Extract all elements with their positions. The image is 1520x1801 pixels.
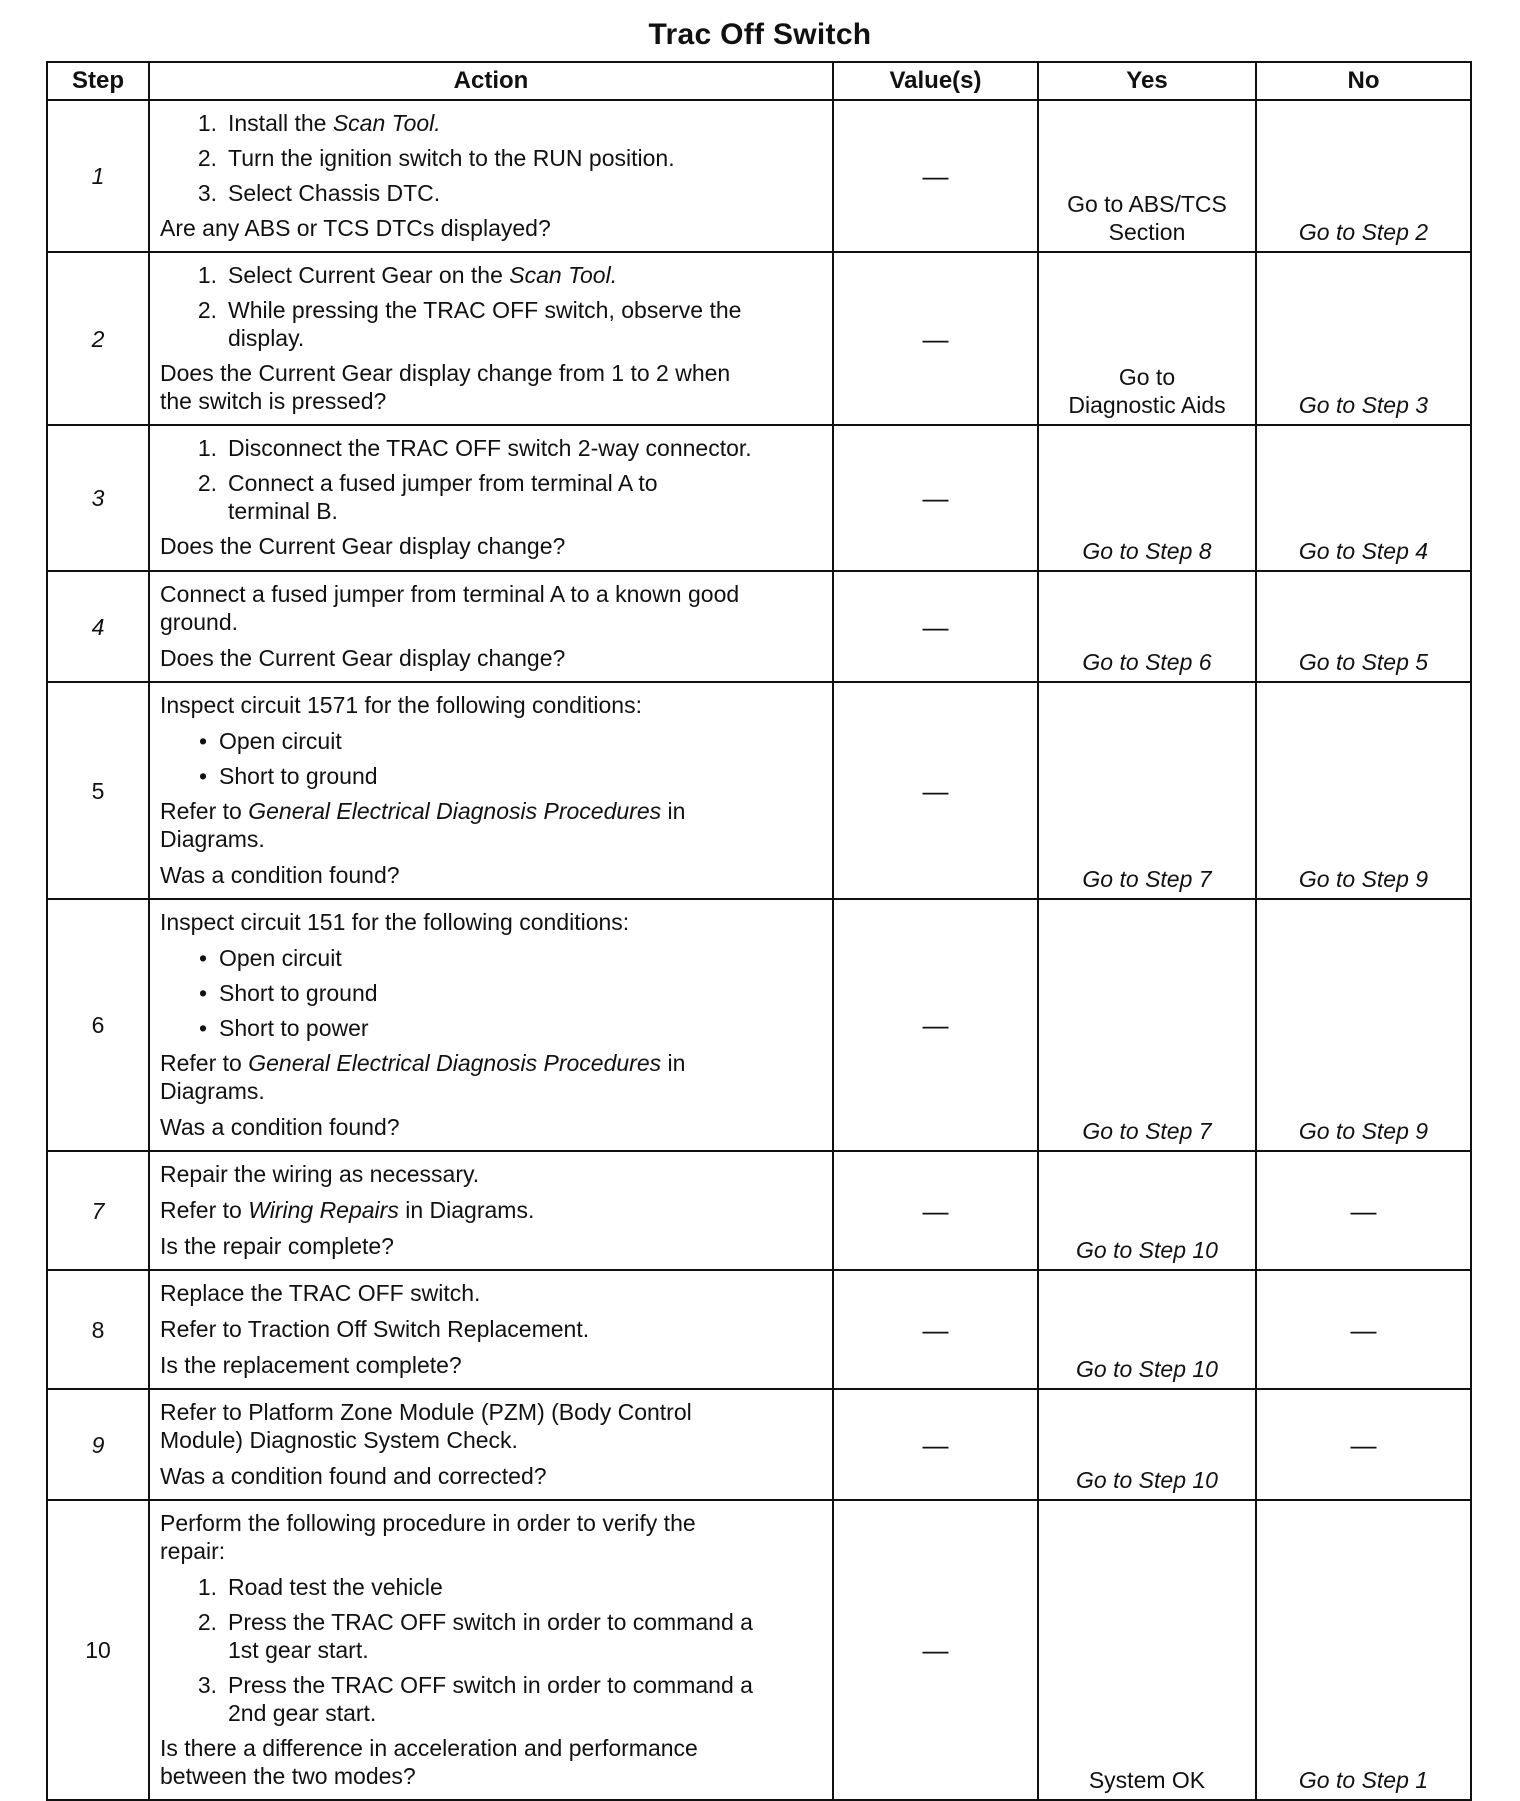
- bullet-item: [160, 944, 824, 972]
- yes-cell: [1038, 252, 1256, 425]
- header-value: Value(s): [833, 62, 1038, 100]
- yes-cell: Go to Step 8: [1038, 425, 1256, 571]
- yes-text: Go to: [1118, 364, 1176, 390]
- action-text: Repair the wiring as necessary.: [160, 1161, 480, 1187]
- header-action: Action: [149, 62, 833, 100]
- diagnostic-table: [46, 61, 1472, 1801]
- table-row: [47, 252, 1471, 425]
- item-number: 1.: [197, 435, 217, 461]
- refer-link-text: General Electrical Diagnosis Procedures: [248, 1050, 662, 1076]
- bullet-icon: •: [198, 763, 207, 789]
- refer-part: in Diagrams.: [398, 1197, 535, 1223]
- page-title: Trac Off Switch: [648, 18, 872, 51]
- item-number: 3.: [197, 1672, 217, 1698]
- bullet-icon: •: [198, 728, 207, 754]
- question-text: Was a condition found?: [160, 862, 400, 888]
- bullet-item: [160, 762, 824, 790]
- step-number: 10: [47, 1500, 149, 1800]
- item-text: Turn the ignition switch to the RUN position.: [228, 145, 675, 171]
- no-cell: —: [1256, 1151, 1471, 1270]
- item-text: Open circuit: [219, 945, 342, 971]
- item-text: Disconnect the TRAC OFF switch 2-way connector.: [228, 435, 752, 461]
- yes-text: Go to ABS/TCS: [1067, 191, 1227, 217]
- no-cell: Go to Step 5: [1256, 571, 1471, 682]
- step-number: 4: [47, 571, 149, 682]
- header-step: Step: [47, 62, 149, 100]
- item-text: Press the TRAC OFF switch in order to command a: [228, 1672, 753, 1698]
- step-number: 5: [47, 682, 149, 899]
- item-text: Short to power: [219, 1015, 369, 1041]
- value-cell: —: [833, 682, 1038, 899]
- numbered-item: [160, 144, 824, 172]
- value-cell: —: [833, 1500, 1038, 1800]
- question-text: Is the replacement complete?: [160, 1352, 462, 1378]
- item-number: 3.: [197, 180, 217, 206]
- action-cell: [149, 1270, 833, 1389]
- yes-cell: Go to Step 10: [1038, 1389, 1256, 1500]
- value-cell: —: [833, 425, 1038, 571]
- refer-text: [160, 1049, 824, 1105]
- question-line: Is there a difference in acceleration and performance: [160, 1735, 698, 1761]
- refer-part: Diagrams.: [160, 826, 265, 852]
- item-number: 1.: [197, 110, 217, 136]
- value-cell: —: [833, 100, 1038, 252]
- header-yes: Yes: [1038, 62, 1256, 100]
- bullet-icon: •: [198, 1015, 207, 1041]
- numbered-item: [160, 1671, 824, 1727]
- refer-part: Refer to: [160, 1050, 249, 1076]
- question-text: Does the Current Gear display change?: [160, 645, 566, 671]
- question-line: between the two modes?: [160, 1763, 416, 1789]
- action-cell: [149, 425, 833, 571]
- yes-cell: System OK: [1038, 1500, 1256, 1800]
- refer-part: in: [661, 798, 686, 824]
- header-row: [47, 62, 1471, 100]
- bullet-icon: •: [198, 980, 207, 1006]
- action-cell: [149, 1500, 833, 1800]
- table-row: [47, 1270, 1471, 1389]
- question-text: Are any ABS or TCS DTCs displayed?: [160, 215, 551, 241]
- item-text: Connect a fused jumper from terminal A to: [228, 470, 658, 496]
- no-cell: —: [1256, 1270, 1471, 1389]
- no-cell: Go to Step 2: [1256, 100, 1471, 252]
- refer-part: Diagrams.: [160, 1078, 265, 1104]
- item-text: display.: [228, 325, 305, 351]
- item-text: Select Current Gear on the: [228, 262, 510, 288]
- item-number: 2.: [197, 470, 217, 496]
- yes-cell: [1038, 100, 1256, 252]
- action-cell: [149, 100, 833, 252]
- refer-part: Refer to: [160, 1197, 249, 1223]
- value-cell: —: [833, 571, 1038, 682]
- question-text: [160, 1734, 824, 1790]
- table-row: [47, 1389, 1471, 1500]
- numbered-item: [160, 469, 824, 525]
- item-text: Install the: [228, 110, 333, 136]
- item-number: 2.: [197, 1609, 217, 1635]
- item-number: 2.: [197, 297, 217, 323]
- yes-cell: Go to Step 10: [1038, 1270, 1256, 1389]
- table-row: [47, 100, 1471, 252]
- bullet-item: [160, 979, 824, 1007]
- action-cell: [149, 899, 833, 1151]
- no-cell: —: [1256, 1389, 1471, 1500]
- question-line: Does the Current Gear display change from 1 to 2 when: [160, 360, 731, 386]
- intro-text: [160, 1509, 824, 1565]
- item-text-italic: Scan Tool.: [332, 110, 441, 136]
- question-text: Was a condition found?: [160, 1114, 400, 1140]
- step-number: 3: [47, 425, 149, 571]
- yes-cell: Go to Step 10: [1038, 1151, 1256, 1270]
- header-no: No: [1256, 62, 1471, 100]
- action-line: Module) Diagnostic System Check.: [160, 1427, 518, 1453]
- question-text: Does the Current Gear display change?: [160, 533, 566, 559]
- refer-part: Refer to: [160, 798, 249, 824]
- table-row: [47, 682, 1471, 899]
- numbered-item: [160, 109, 824, 137]
- value-cell: —: [833, 1389, 1038, 1500]
- refer-text: [160, 1196, 824, 1224]
- intro-text: Inspect circuit 151 for the following conditions:: [160, 909, 630, 935]
- action-cell: [149, 1389, 833, 1500]
- value-cell: —: [833, 252, 1038, 425]
- intro-line: repair:: [160, 1538, 226, 1564]
- no-cell: Go to Step 9: [1256, 899, 1471, 1151]
- numbered-item: [160, 179, 824, 207]
- value-cell: —: [833, 1270, 1038, 1389]
- refer-link-text: General Electrical Diagnosis Procedures: [248, 798, 662, 824]
- question-text: [160, 359, 824, 415]
- table-row: [47, 571, 1471, 682]
- question-text: Is the repair complete?: [160, 1233, 394, 1259]
- item-text: While pressing the TRAC OFF switch, observe the: [228, 297, 742, 323]
- table-row: [47, 425, 1471, 571]
- numbered-item: [160, 1608, 824, 1664]
- intro-text: Inspect circuit 1571 for the following conditions:: [160, 692, 642, 718]
- item-text: Select Chassis DTC.: [228, 180, 441, 206]
- question-line: the switch is pressed?: [160, 388, 387, 414]
- table-row: [47, 899, 1471, 1151]
- yes-cell: Go to Step 7: [1038, 899, 1256, 1151]
- item-text: Short to ground: [219, 980, 378, 1006]
- action-cell: [149, 571, 833, 682]
- numbered-item: [160, 261, 824, 289]
- item-number: 1.: [197, 262, 217, 288]
- refer-link-text: Wiring Repairs: [248, 1197, 399, 1223]
- no-cell: Go to Step 9: [1256, 682, 1471, 899]
- action-text: Replace the TRAC OFF switch.: [160, 1280, 481, 1306]
- value-cell: —: [833, 1151, 1038, 1270]
- refer-text: [160, 797, 824, 853]
- table-row: [47, 1151, 1471, 1270]
- step-number: 6: [47, 899, 149, 1151]
- item-text: 1st gear start.: [228, 1637, 369, 1663]
- yes-cell: Go to Step 6: [1038, 571, 1256, 682]
- item-text: terminal B.: [228, 498, 338, 524]
- numbered-item: [160, 434, 824, 462]
- item-number: 2.: [197, 145, 217, 171]
- bullet-item: [160, 1014, 824, 1042]
- yes-cell: Go to Step 7: [1038, 682, 1256, 899]
- action-cell: [149, 1151, 833, 1270]
- no-cell: Go to Step 1: [1256, 1500, 1471, 1800]
- no-cell: Go to Step 3: [1256, 252, 1471, 425]
- refer-part: in: [661, 1050, 686, 1076]
- bullet-icon: •: [198, 945, 207, 971]
- item-text-italic: Scan Tool.: [509, 262, 618, 288]
- numbered-item: [160, 1573, 824, 1601]
- action-text: [160, 580, 824, 636]
- intro-line: Perform the following procedure in order to verify the: [160, 1510, 696, 1536]
- item-text: Open circuit: [219, 728, 342, 754]
- step-number: 7: [47, 1151, 149, 1270]
- item-text: Road test the vehicle: [228, 1574, 443, 1600]
- action-cell: [149, 252, 833, 425]
- action-cell: [149, 682, 833, 899]
- refer-text: Refer to Traction Off Switch Replacement.: [160, 1316, 590, 1342]
- item-text: Press the TRAC OFF switch in order to command a: [228, 1609, 753, 1635]
- item-text: Short to ground: [219, 763, 378, 789]
- action-line: ground.: [160, 609, 239, 635]
- value-cell: —: [833, 899, 1038, 1151]
- item-text: 2nd gear start.: [228, 1700, 377, 1726]
- step-number: 9: [47, 1389, 149, 1500]
- yes-text: Section: [1108, 219, 1186, 245]
- bullet-item: [160, 727, 824, 755]
- action-line: Connect a fused jumper from terminal A to a known good: [160, 581, 740, 607]
- item-number: 1.: [197, 1574, 217, 1600]
- question-text: Was a condition found and corrected?: [160, 1463, 547, 1489]
- yes-text: Diagnostic Aids: [1068, 392, 1226, 418]
- action-line: Refer to Platform Zone Module (PZM) (Body Control: [160, 1399, 692, 1425]
- table-row: [47, 1500, 1471, 1800]
- no-cell: Go to Step 4: [1256, 425, 1471, 571]
- numbered-item: [160, 296, 824, 352]
- step-number: 2: [47, 252, 149, 425]
- action-text: [160, 1398, 824, 1454]
- step-number: 1: [47, 100, 149, 252]
- step-number: 8: [47, 1270, 149, 1389]
